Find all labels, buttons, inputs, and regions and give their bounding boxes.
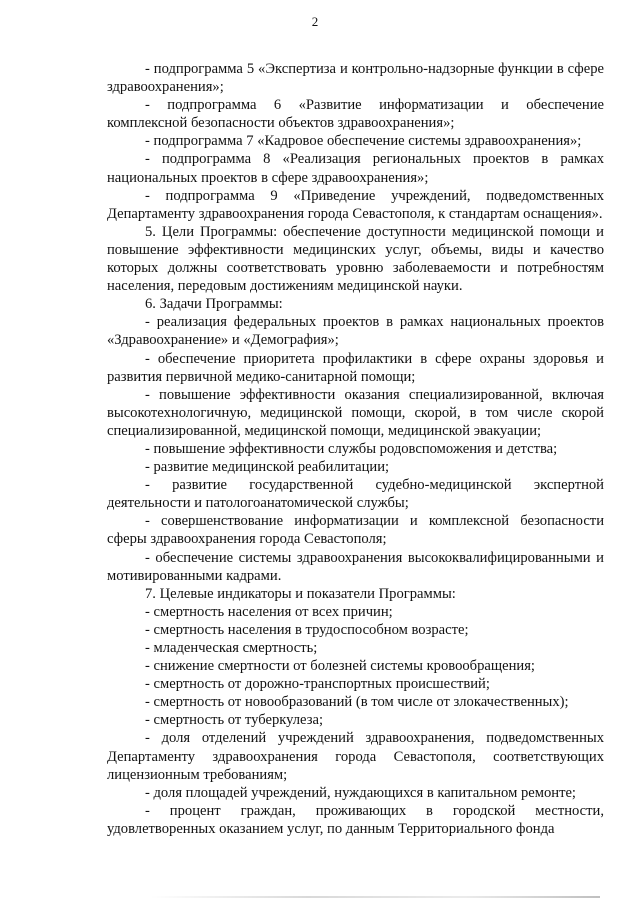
paragraph-program-tasks-heading: 6. Задачи Программы: (145, 296, 283, 313)
paragraph-task-maternity: - повышение эффективности службы родовспоможения и детства; (145, 440, 558, 457)
scan-artifact-line (150, 896, 600, 898)
paragraph-task-informatization: - совершенствование информатизации и комплексной безопасности сферы здравоохранения города Севастополя; (107, 513, 604, 548)
paragraph-task-prevention: - обеспечение приоритета профилактики в сфере охраны здоровья и развития первичной медико-санитарной помощи; (107, 350, 604, 385)
paragraph-indicator-road-traffic: - смертность от дорожно-транспортных происшествий; (145, 676, 490, 693)
paragraph-indicator-neoplasms: - смертность от новообразований (в том числе от злокачественных); (145, 694, 569, 711)
paragraph-task-forensic: - развитие государственной судебно-медицинской экспертной деятельности и патологоанатомической службы; (107, 477, 604, 512)
paragraph-indicator-infant-mortality: - младенческая смертность; (145, 640, 318, 656)
paragraph-subprogram-6: - подпрограмма 6 «Развитие информатизации и обеспечение комплексной безопасности объектов здравоохранения»; (107, 97, 604, 132)
paragraph-program-goals: 5. Цели Программы: обеспечение доступности медицинской помощи и повышение эффективности медицинских услуг, объемы, виды и качество которых должны соответствовать уровню заболеваемости и потребностям населения, передовым достижениям медицинской науки. (107, 223, 604, 295)
paragraph-indicator-tuberculosis: - смертность от туберкулеза; (145, 712, 324, 729)
paragraph-indicators-heading: 7. Целевые индикаторы и показатели Программы: (145, 585, 456, 602)
paragraph-indicator-licensed-departments: - доля отделений учреждений здравоохранения, подведомственных Департаменту здравоохранения города Севастополя, соответствующих лицензионным требованиям; (107, 730, 604, 783)
document-body (107, 60, 604, 838)
paragraph-subprogram-5: - подпрограмма 5 «Экспертиза и контрольно-надзорные функции в сфере здравоохранения»; (107, 61, 604, 96)
paragraph-indicator-citizen-satisfaction: - процент граждан, проживающих в городской местности, удовлетворенных оказанием услуг, по данным Территориального фонда (107, 802, 604, 837)
paragraph-task-federal-projects: - реализация федеральных проектов в рамках национальных проектов «Здравоохранение» и «Демография»; (107, 314, 604, 349)
paragraph-subprogram-9: - подпрограмма 9 «Приведение учреждений, подведомственных Департаменту здравоохранения города Севастополя, к стандартам оснащения». (107, 187, 604, 222)
paragraph-indicator-capital-repair: - доля площадей учреждений, нуждающихся в капитальном ремонте; (145, 784, 576, 801)
paragraph-indicator-mortality-working-age: - смертность населения в трудоспособном возрасте; (145, 621, 469, 638)
paragraph-subprogram-7: - подпрограмма 7 «Кадровое обеспечение системы здравоохранения»; (145, 133, 582, 150)
paragraph-task-specialized-care: - повышение эффективности оказания специализированной, включая высокотехнологичную, медицинской помощи, скорой, в том числе скорой специализированной, медицинской помощи, медицинской эвакуации; (107, 386, 604, 439)
paragraph-indicator-mortality-all: - смертность населения от всех причин; (145, 603, 393, 620)
paragraph-task-staffing: - обеспечение системы здравоохранения высококвалифицированными и мотивированными кадрами. (107, 549, 604, 584)
paragraph-task-rehabilitation: - развитие медицинской реабилитации; (145, 459, 390, 476)
page-number: 2 (311, 14, 319, 29)
paragraph-subprogram-8: - подпрограмма 8 «Реализация региональных проектов в рамках национальных проектов в сфере здравоохранения»; (107, 151, 604, 186)
paragraph-indicator-circulatory: - снижение смертности от болезней системы кровообращения; (145, 658, 535, 675)
